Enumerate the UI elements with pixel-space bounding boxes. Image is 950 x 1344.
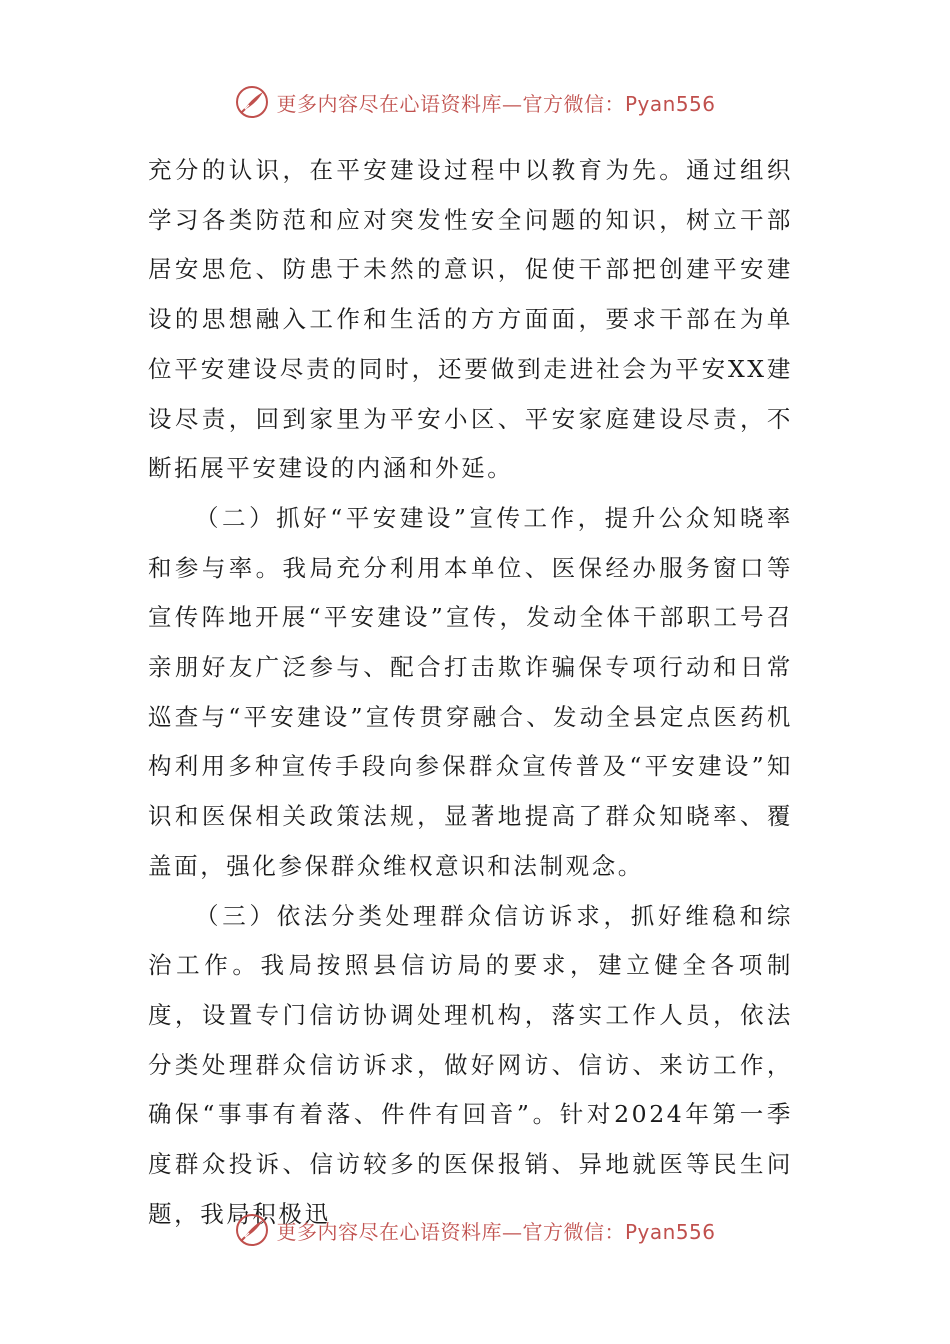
quill-pen-icon	[234, 1212, 270, 1248]
document-body	[148, 146, 793, 1239]
paragraph-section-two: （二）抓好“平安建设”宣传工作，提升公众知晓率和参与率。我局充分利用本单位、医保经办服务窗口等宣传阵地开展“平安建设”宣传，发动全体干部职工号召亲朋好友广泛参与、配合打击欺诈骗保专项行动和日常巡查与“平安建设”宣传贯穿融合、发动全县定点医药机构利用多种宣传手段向参保群众宣传普及“平安建设”知识和医保相关政策法规，显著地提高了群众知晓率、覆盖面，强化参保群众维权意识和法制观念。	[148, 503, 793, 880]
footer-banner	[0, 1208, 950, 1252]
banner-text: 更多内容尽在心语资料库—官方微信：Pyan556	[276, 1219, 716, 1244]
paragraph-section-three: （三）依法分类处理群众信访诉求，抓好维稳和综治工作。我局按照县信访局的要求，建立健全各项制度，设置专门信访协调处理机构，落实工作人员，依法分类处理群众信访诉求，做好网访、信访、来访工作，确保“事事有着落、件件有回音”。针对2024年第一季度群众投诉、信访较多的医保报销、异地就医等民生问题，我局积极迅	[148, 901, 793, 1228]
wechat-account: Pyan556	[624, 91, 716, 116]
paragraph-continuation: 充分的认识，在平安建设过程中以教育为先。通过组织学习各类防范和应对突发性安全问题的知识，树立干部居安思危、防患于未然的意识，促使干部把创建平安建设的思想融入工作和生活的方方面面，要求干部在为单位平安建设尽责的同时，还要做到走进社会为平安XX建设尽责，回到家里为平安小区、平安家庭建设尽责，不断拓展平安建设的内涵和外延。	[148, 156, 793, 483]
quill-pen-icon	[234, 84, 270, 120]
banner-text: 更多内容尽在心语资料库—官方微信：Pyan556	[276, 91, 716, 116]
wechat-account: Pyan556	[624, 1219, 716, 1244]
header-banner	[0, 80, 950, 124]
